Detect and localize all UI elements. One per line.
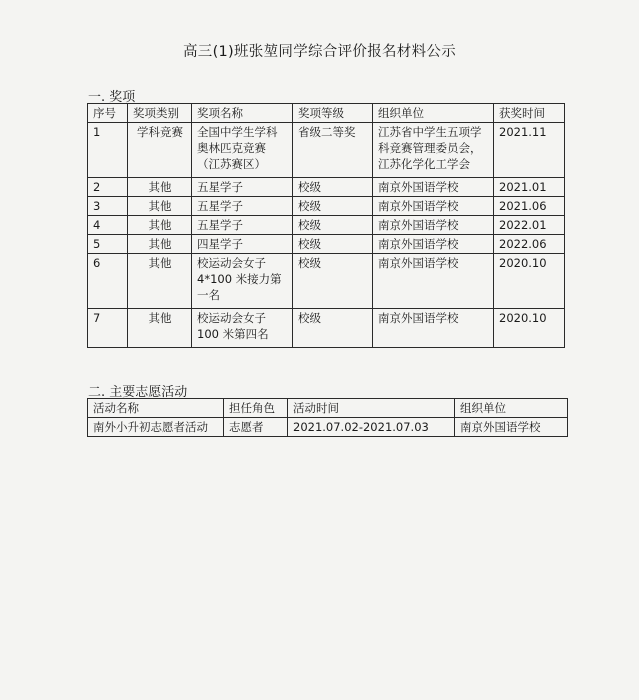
awards-row: [88, 123, 565, 178]
award-name: [192, 197, 293, 216]
award-name-line: （江苏赛区）: [197, 157, 266, 171]
award-name: [192, 254, 293, 309]
awards-heading: 一. 奖项: [88, 90, 136, 105]
award-category: 学科竞赛: [128, 123, 192, 178]
award-category: 其他: [128, 309, 192, 348]
award-category: 其他: [128, 254, 192, 309]
volunteer-header-cell: 活动名称: [88, 399, 224, 418]
award-organizer: [373, 309, 494, 348]
awards-header-cell: 奖项类别: [128, 104, 192, 123]
award-organizer: [373, 235, 494, 254]
award-name: [192, 216, 293, 235]
award-organizer-line: 江苏省中学生五项学: [378, 125, 482, 139]
award-organizer-line: 南京外国语学校: [378, 180, 459, 194]
awards-row: [88, 235, 565, 254]
award-level: 校级: [293, 235, 373, 254]
award-date: 2021.06: [494, 197, 565, 216]
award-level: 省级二等奖: [293, 123, 373, 178]
award-number: 1: [88, 123, 128, 178]
award-date: 2021.01: [494, 178, 565, 197]
awards-row: [88, 197, 565, 216]
award-organizer: [373, 254, 494, 309]
award-name-line: 一名: [197, 288, 220, 302]
award-level: 校级: [293, 197, 373, 216]
award-level: 校级: [293, 254, 373, 309]
awards-header-cell: 奖项名称: [192, 104, 293, 123]
award-number: 7: [88, 309, 128, 348]
award-organizer-line: 南京外国语学校: [378, 218, 459, 232]
awards-row: [88, 254, 565, 309]
award-date: 2022.06: [494, 235, 565, 254]
award-level: 校级: [293, 216, 373, 235]
volunteer-organizer: 南京外国语学校: [455, 418, 568, 437]
volunteer-table: [87, 398, 568, 437]
award-name-line: 奥林匹克竞赛: [197, 141, 266, 155]
award-name-line: 五星学子: [197, 218, 243, 232]
award-name-line: 五星学子: [197, 180, 243, 194]
award-number: 6: [88, 254, 128, 309]
award-name: [192, 123, 293, 178]
award-level: 校级: [293, 178, 373, 197]
volunteer-activity: 南外小升初志愿者活动: [88, 418, 224, 437]
awards-header-row: [88, 104, 565, 123]
award-name-line: 全国中学生学科: [197, 125, 278, 139]
page-title: 高三(1)班张堃同学综合评价报名材料公示: [182, 44, 457, 60]
award-organizer: [373, 197, 494, 216]
award-name-line: 校运动会女子: [197, 311, 266, 325]
award-name: [192, 235, 293, 254]
award-number: 2: [88, 178, 128, 197]
award-date: 2022.01: [494, 216, 565, 235]
award-date: 2020.10: [494, 309, 565, 348]
award-date: 2021.11: [494, 123, 565, 178]
awards-header-cell: 序号: [88, 104, 128, 123]
volunteer-heading: 二. 主要志愿活动: [88, 385, 188, 400]
awards-row: [88, 309, 565, 348]
award-name: [192, 178, 293, 197]
award-organizer: [373, 123, 494, 178]
awards-header-cell: 奖项等级: [293, 104, 373, 123]
award-organizer-line: 江苏化学化工学会: [378, 157, 470, 171]
award-name-line: 100 米第四名: [197, 327, 269, 341]
awards-header-cell: 组织单位: [373, 104, 494, 123]
award-date: 2020.10: [494, 254, 565, 309]
award-name-line: 四星学子: [197, 237, 243, 251]
volunteer-header-cell: 担任角色: [224, 399, 288, 418]
award-organizer-line: 南京外国语学校: [378, 311, 459, 325]
award-organizer-line: 南京外国语学校: [378, 256, 459, 270]
award-organizer-line: 科竞赛管理委员会，: [378, 141, 482, 155]
volunteer-row: [88, 418, 568, 437]
award-number: 5: [88, 235, 128, 254]
award-organizer-line: 南京外国语学校: [378, 199, 459, 213]
awards-table: [87, 103, 565, 348]
award-number: 3: [88, 197, 128, 216]
award-category: 其他: [128, 216, 192, 235]
award-category: 其他: [128, 197, 192, 216]
award-name: [192, 309, 293, 348]
awards-row: [88, 178, 565, 197]
award-name-line: 校运动会女子: [197, 256, 266, 270]
award-number: 4: [88, 216, 128, 235]
award-organizer: [373, 216, 494, 235]
volunteer-role: 志愿者: [224, 418, 288, 437]
award-organizer: [373, 178, 494, 197]
award-category: 其他: [128, 235, 192, 254]
award-category: 其他: [128, 178, 192, 197]
volunteer-header-row: [88, 399, 568, 418]
volunteer-header-cell: 活动时间: [288, 399, 455, 418]
award-name-line: 4*100 米接力第: [197, 272, 282, 286]
awards-header-cell: 获奖时间: [494, 104, 565, 123]
award-name-line: 五星学子: [197, 199, 243, 213]
awards-row: [88, 216, 565, 235]
award-organizer-line: 南京外国语学校: [378, 237, 459, 251]
volunteer-period: 2021.07.02-2021.07.03: [288, 418, 455, 437]
award-level: 校级: [293, 309, 373, 348]
volunteer-header-cell: 组织单位: [455, 399, 568, 418]
